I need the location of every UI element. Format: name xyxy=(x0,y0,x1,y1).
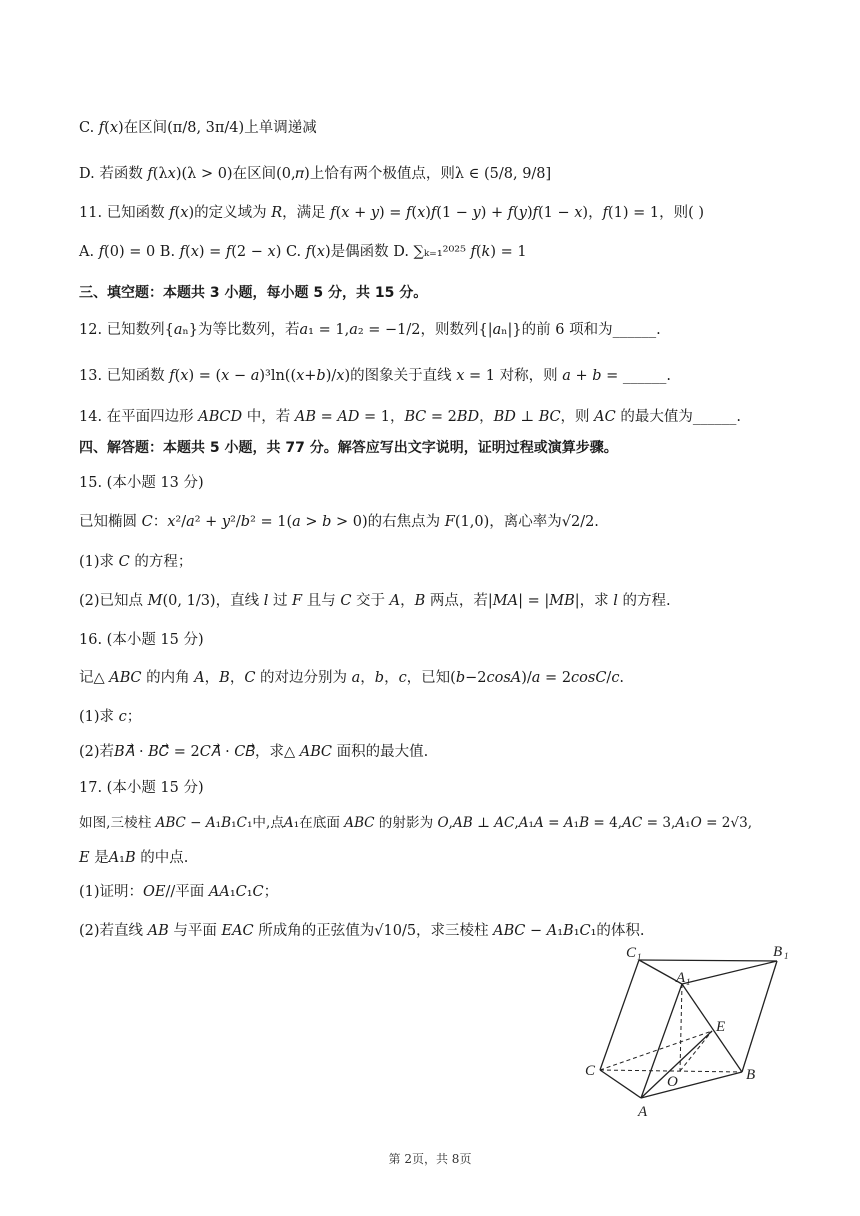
label-o: O xyxy=(667,1074,678,1090)
question-15-part-1: (1)求 𝐶 的方程； xyxy=(79,554,193,570)
prism-figure xyxy=(580,940,800,1130)
label-c1: C xyxy=(626,945,637,961)
question-15-header: 15. (本小题 13 分) xyxy=(79,475,204,491)
edge-a1-b1 xyxy=(682,961,777,984)
question-16-part-1: (1)求 𝑐； xyxy=(79,709,142,725)
label-a1: A xyxy=(676,970,686,986)
section-heading-solutions: 四、解答题：本题共 5 小题，共 77 分。解答应写出文字说明，证明过程或演算步骤。 xyxy=(79,440,618,456)
label-b1: B xyxy=(773,944,783,960)
page-footer: 第 2页，共 8页 xyxy=(388,1152,472,1166)
label-b: B xyxy=(746,1067,756,1083)
question-11-options: A. 𝑓(0) = 0 B. 𝑓(𝑥) = 𝑓(2 − 𝑥) C. 𝑓(𝑥)是偶函数 D. ∑ₖ₌₁²⁰²⁵ 𝑓(𝑘) = 1 xyxy=(79,244,527,260)
edge-a-b xyxy=(641,1072,742,1098)
question-17-part-1: (1)证明：𝑂𝐸//平面 𝐴𝐴₁𝐶₁𝐶； xyxy=(79,884,279,900)
label-b1-sub: 1 xyxy=(784,951,789,961)
question-16-header: 16. (本小题 15 分) xyxy=(79,632,204,648)
option-d-line: D. 若函数 𝑓(λ𝑥)(λ > 0)在区间(0,𝜋)上恰有两个极值点，则λ ∈ (5/8, 9/8] xyxy=(79,166,552,182)
question-14: 14. 在平面四边形 𝐴𝐵𝐶𝐷 中，若 𝐴𝐵 = 𝐴𝐷 = 1，𝐵𝐶 = 2𝐵𝐷，𝐵𝐷 ⊥ 𝐵𝐶，则 𝐴𝐶 的最大值为______. xyxy=(79,409,741,425)
label-a: A xyxy=(638,1104,648,1120)
section-heading-fill-in: 三、填空题：本题共 3 小题，每小题 5 分，共 15 分。 xyxy=(79,285,428,301)
question-11: 11. 已知函数 𝑓(𝑥)的定义域为 𝑅，满足 𝑓(𝑥 + 𝑦) = 𝑓(𝑥)𝑓(1 − 𝑦) + 𝑓(𝑦)𝑓(1 − 𝑥)，𝑓(1) = 1，则( ) xyxy=(79,205,704,221)
question-17-stem: 如图,三棱柱 𝐴𝐵𝐶 − 𝐴₁𝐵₁𝐶₁中,点𝐴₁在底面 𝐴𝐵𝐶 的射影为 𝑂,𝐴𝐵 ⊥ 𝐴𝐶,𝐴₁𝐴 = 𝐴₁𝐵 = 4,𝐴𝐶 = 3,𝐴₁𝑂 = 2√3, xyxy=(79,815,753,831)
question-17-stem-cont: 𝐸 是𝐴₁𝐵 的中点. xyxy=(79,850,189,866)
edge-c1-b1 xyxy=(639,960,777,961)
question-16-part-2: (2)若𝐵𝐴⃗ · 𝐵𝐶⃗ = 2𝐶𝐴⃗ · 𝐶𝐵⃗，求△ 𝐴𝐵𝐶 面积的最大值. xyxy=(79,744,429,760)
label-c: C xyxy=(585,1063,596,1079)
edge-c1-c xyxy=(600,960,639,1070)
question-17-header: 17. (本小题 15 分) xyxy=(79,780,204,796)
edge-c-a xyxy=(600,1070,641,1098)
hidden-edge-a1-o xyxy=(680,984,682,1071)
label-a1-sub: 1 xyxy=(686,977,691,987)
question-17-part-2: (2)若直线 𝐴𝐵 与平面 𝐸𝐴𝐶 所成角的正弦值为√10/5，求三棱柱 𝐴𝐵𝐶 − 𝐴₁𝐵₁𝐶₁的体积. xyxy=(79,923,645,939)
question-16-stem: 记△ 𝐴𝐵𝐶 的内角 𝐴，𝐵，𝐶 的对边分别为 𝑎，𝑏，𝑐，已知(𝑏−2𝑐𝑜𝑠𝐴)/𝑎 = 2𝑐𝑜𝑠𝐶/𝑐. xyxy=(79,670,625,686)
hidden-edge-c-e xyxy=(600,1031,712,1070)
option-c-line: C. 𝑓(𝑥)在区间(π/8, 3π/4)上单调递减 xyxy=(79,120,317,136)
edge-b1-b xyxy=(742,961,777,1072)
question-12: 12. 已知数列{𝑎ₙ}为等比数列，若𝑎₁ = 1,𝑎₂ = −1/2，则数列{|𝑎ₙ|}的前 6 项和为______. xyxy=(79,322,661,338)
label-c1-sub: 1 xyxy=(637,952,642,962)
edge-a1-b xyxy=(682,984,742,1072)
question-15-part-2: (2)已知点 𝑀(0, 1/3)，直线 𝑙 过 𝐹 且与 𝐶 交于 𝐴，𝐵 两点，若|𝑀𝐴| = |𝑀𝐵|，求 𝑙 的方程. xyxy=(79,593,671,609)
label-e: E xyxy=(716,1019,726,1035)
question-13: 13. 已知函数 𝑓(𝑥) = (𝑥 − 𝑎)³ln((𝑥+𝑏)/𝑥)的图象关于直线 𝑥 = 1 对称，则 𝑎 + 𝑏 = ______. xyxy=(79,368,671,384)
question-15-stem: 已知椭圆 𝐶：𝑥²/𝑎² + 𝑦²/𝑏² = 1(𝑎 > 𝑏 > 0)的右焦点为 𝐹(1,0)，离心率为√2/2. xyxy=(79,514,599,530)
